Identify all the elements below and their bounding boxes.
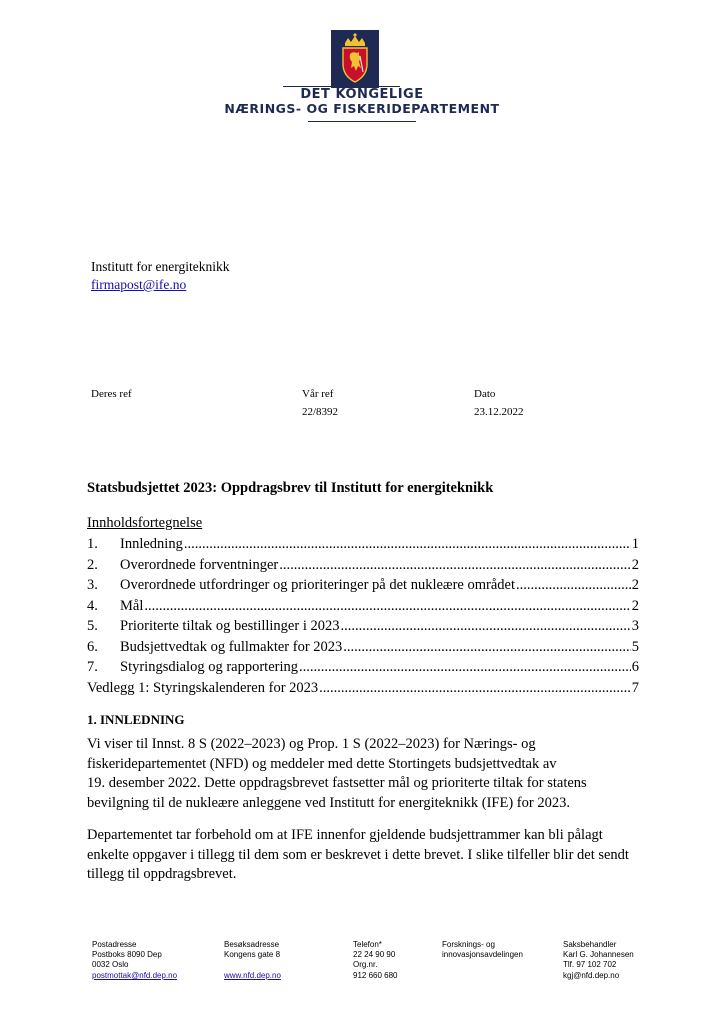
toc-entry-page: 1 — [631, 536, 639, 552]
header-rule-top — [283, 86, 400, 87]
paragraph-line: Departementet tar forbehold om at IFE innenfor gjeldende budsjettrammer kan bli pålagt — [87, 827, 603, 843]
footer-email-link[interactable]: postmottak@nfd.dep.no — [92, 970, 178, 980]
toc-entry-number: 6. — [87, 638, 98, 655]
toc-entry-page: 2 — [631, 556, 639, 573]
toc-entry-page: 2 — [631, 597, 639, 614]
toc-entry-page: 3 — [631, 618, 639, 634]
toc-entry-title: Budsjettvedtak og fullmakter for 2023 — [120, 638, 343, 655]
toc-entry-title: Overordnede forventninger — [120, 556, 279, 573]
toc-entry-page: 6 — [631, 659, 639, 675]
footer-saksbehandler — [563, 940, 634, 981]
footer-text: innovasjonsavdelingen — [442, 950, 523, 960]
footer-label: Telefon* — [353, 940, 382, 949]
dato-value: 23.12.2022 — [474, 406, 524, 418]
toc-entry-title: Styringsdialog og rapportering — [120, 659, 299, 675]
document-title: Statsbudsjettet 2023: Oppdragsbrev til Institutt for energiteknikk — [87, 480, 494, 496]
toc-entry-page: 2 — [631, 577, 639, 593]
footer-telefon — [353, 940, 398, 981]
footer-label: Forsknings- og — [442, 940, 495, 949]
footer-text: 22 24 90 90 — [353, 950, 396, 960]
toc-entry-number: 1. — [87, 536, 98, 552]
toc-leader-dots — [184, 534, 631, 555]
header-rule-bottom — [308, 121, 416, 122]
toc-entry[interactable] — [87, 596, 639, 617]
toc-entry-title: Innledning — [120, 536, 183, 552]
toc-entry-title: Prioriterte tiltak og bestillinger i 2023 — [120, 618, 340, 634]
table-of-contents — [87, 534, 639, 698]
footer-text: Tlf. 97 102 702 — [563, 960, 617, 970]
toc-entry[interactable] — [87, 616, 639, 637]
footer-label: Postadresse — [92, 940, 137, 949]
toc-leader-dots — [299, 657, 631, 678]
paragraph-line: Vi viser til Innst. 8 S (2022–2023) og Prop. 1 S (2022–2023) for Nærings- og — [87, 736, 536, 752]
toc-entry-page: 5 — [631, 638, 639, 655]
toc-entry[interactable] — [87, 657, 639, 678]
footer-label: Saksbehandler — [563, 940, 617, 949]
footer-text: Postboks 8090 Dep — [92, 950, 162, 960]
toc-leader-dots — [279, 555, 631, 576]
paragraph-line: enkelte oppgaver i tillegg til dem som er beskrevet i dette brevet. I slike tilfeller blir det sendt — [87, 846, 629, 863]
body-paragraph — [87, 735, 639, 813]
toc-entry-title: Vedlegg 1: Styringskalenderen for 2023 — [87, 679, 319, 696]
recipient-email-link[interactable]: firmapost@ife.no — [91, 277, 187, 292]
var-ref-label: Vår ref — [302, 388, 334, 400]
toc-entry-title: Overordnede utfordringer og prioriteringer på det nukleære området — [120, 577, 515, 593]
department-name-line2: NÆRINGS- OG FISKERIDEPARTEMENT — [224, 101, 500, 116]
toc-entry[interactable] — [87, 575, 639, 596]
toc-entry-page: 7 — [631, 679, 639, 696]
footer-text: 0032 Oslo — [92, 960, 129, 970]
toc-heading: Innholdsfortegnelse — [87, 515, 203, 531]
toc-entry-number: 3. — [87, 577, 98, 593]
toc-entry[interactable] — [87, 534, 639, 555]
paragraph-line: tillegg til oppdragsbrevet. — [87, 866, 237, 882]
coat-of-arms-logo — [331, 30, 379, 88]
toc-leader-dots — [343, 637, 630, 658]
toc-entry[interactable] — [87, 555, 639, 576]
toc-entry-number: 4. — [87, 597, 98, 614]
toc-leader-dots — [340, 616, 630, 637]
paragraph-line: 19. desember 2022. Dette oppdragsbrevet fastsetter mål og prioriterte tiltak for statens — [87, 775, 587, 791]
footer-website-link[interactable]: www.nfd.dep.no — [224, 970, 281, 980]
paragraph-line: fiskeridepartementet (NFD) og meddeler med dette Stortingets budsjettvedtak av — [87, 755, 557, 772]
footer-spacer — [224, 960, 281, 970]
footer-text: Karl G. Johannesen — [563, 950, 634, 960]
footer-text: Kongens gate 8 — [224, 950, 281, 960]
toc-leader-dots — [144, 596, 630, 617]
toc-entry-number: 7. — [87, 659, 98, 675]
toc-entry-title: Mål — [120, 597, 144, 614]
footer-label: Besøksadresse — [224, 940, 280, 949]
footer-avdeling — [442, 940, 523, 960]
toc-leader-dots — [319, 678, 631, 699]
body-paragraph — [87, 826, 639, 885]
recipient-name: Institutt for energiteknikk — [91, 259, 230, 274]
toc-entry-number: 2. — [87, 556, 98, 573]
dato-label: Dato — [474, 388, 496, 400]
deres-ref-label: Deres ref — [91, 388, 132, 400]
toc-entry-number: 5. — [87, 618, 98, 634]
footer-postadresse — [92, 940, 177, 981]
footer-text: 912 660 680 — [353, 970, 398, 980]
toc-leader-dots — [516, 575, 631, 596]
var-ref-value: 22/8392 — [302, 406, 339, 418]
footer-besoksadresse — [224, 940, 281, 981]
footer-text: kgj@nfd.dep.no — [563, 970, 620, 980]
toc-entry-appendix[interactable] — [87, 678, 639, 699]
section-heading: 1. INNLEDNING — [87, 712, 185, 727]
footer-text: Org.nr. — [353, 960, 378, 970]
toc-entry[interactable] — [87, 637, 639, 658]
department-name-line1: DET KONGELIGE — [300, 87, 424, 102]
paragraph-line: bevilgning til de nukleære anleggene ved Institutt for energiteknikk (IFE) for 2023. — [87, 794, 570, 811]
